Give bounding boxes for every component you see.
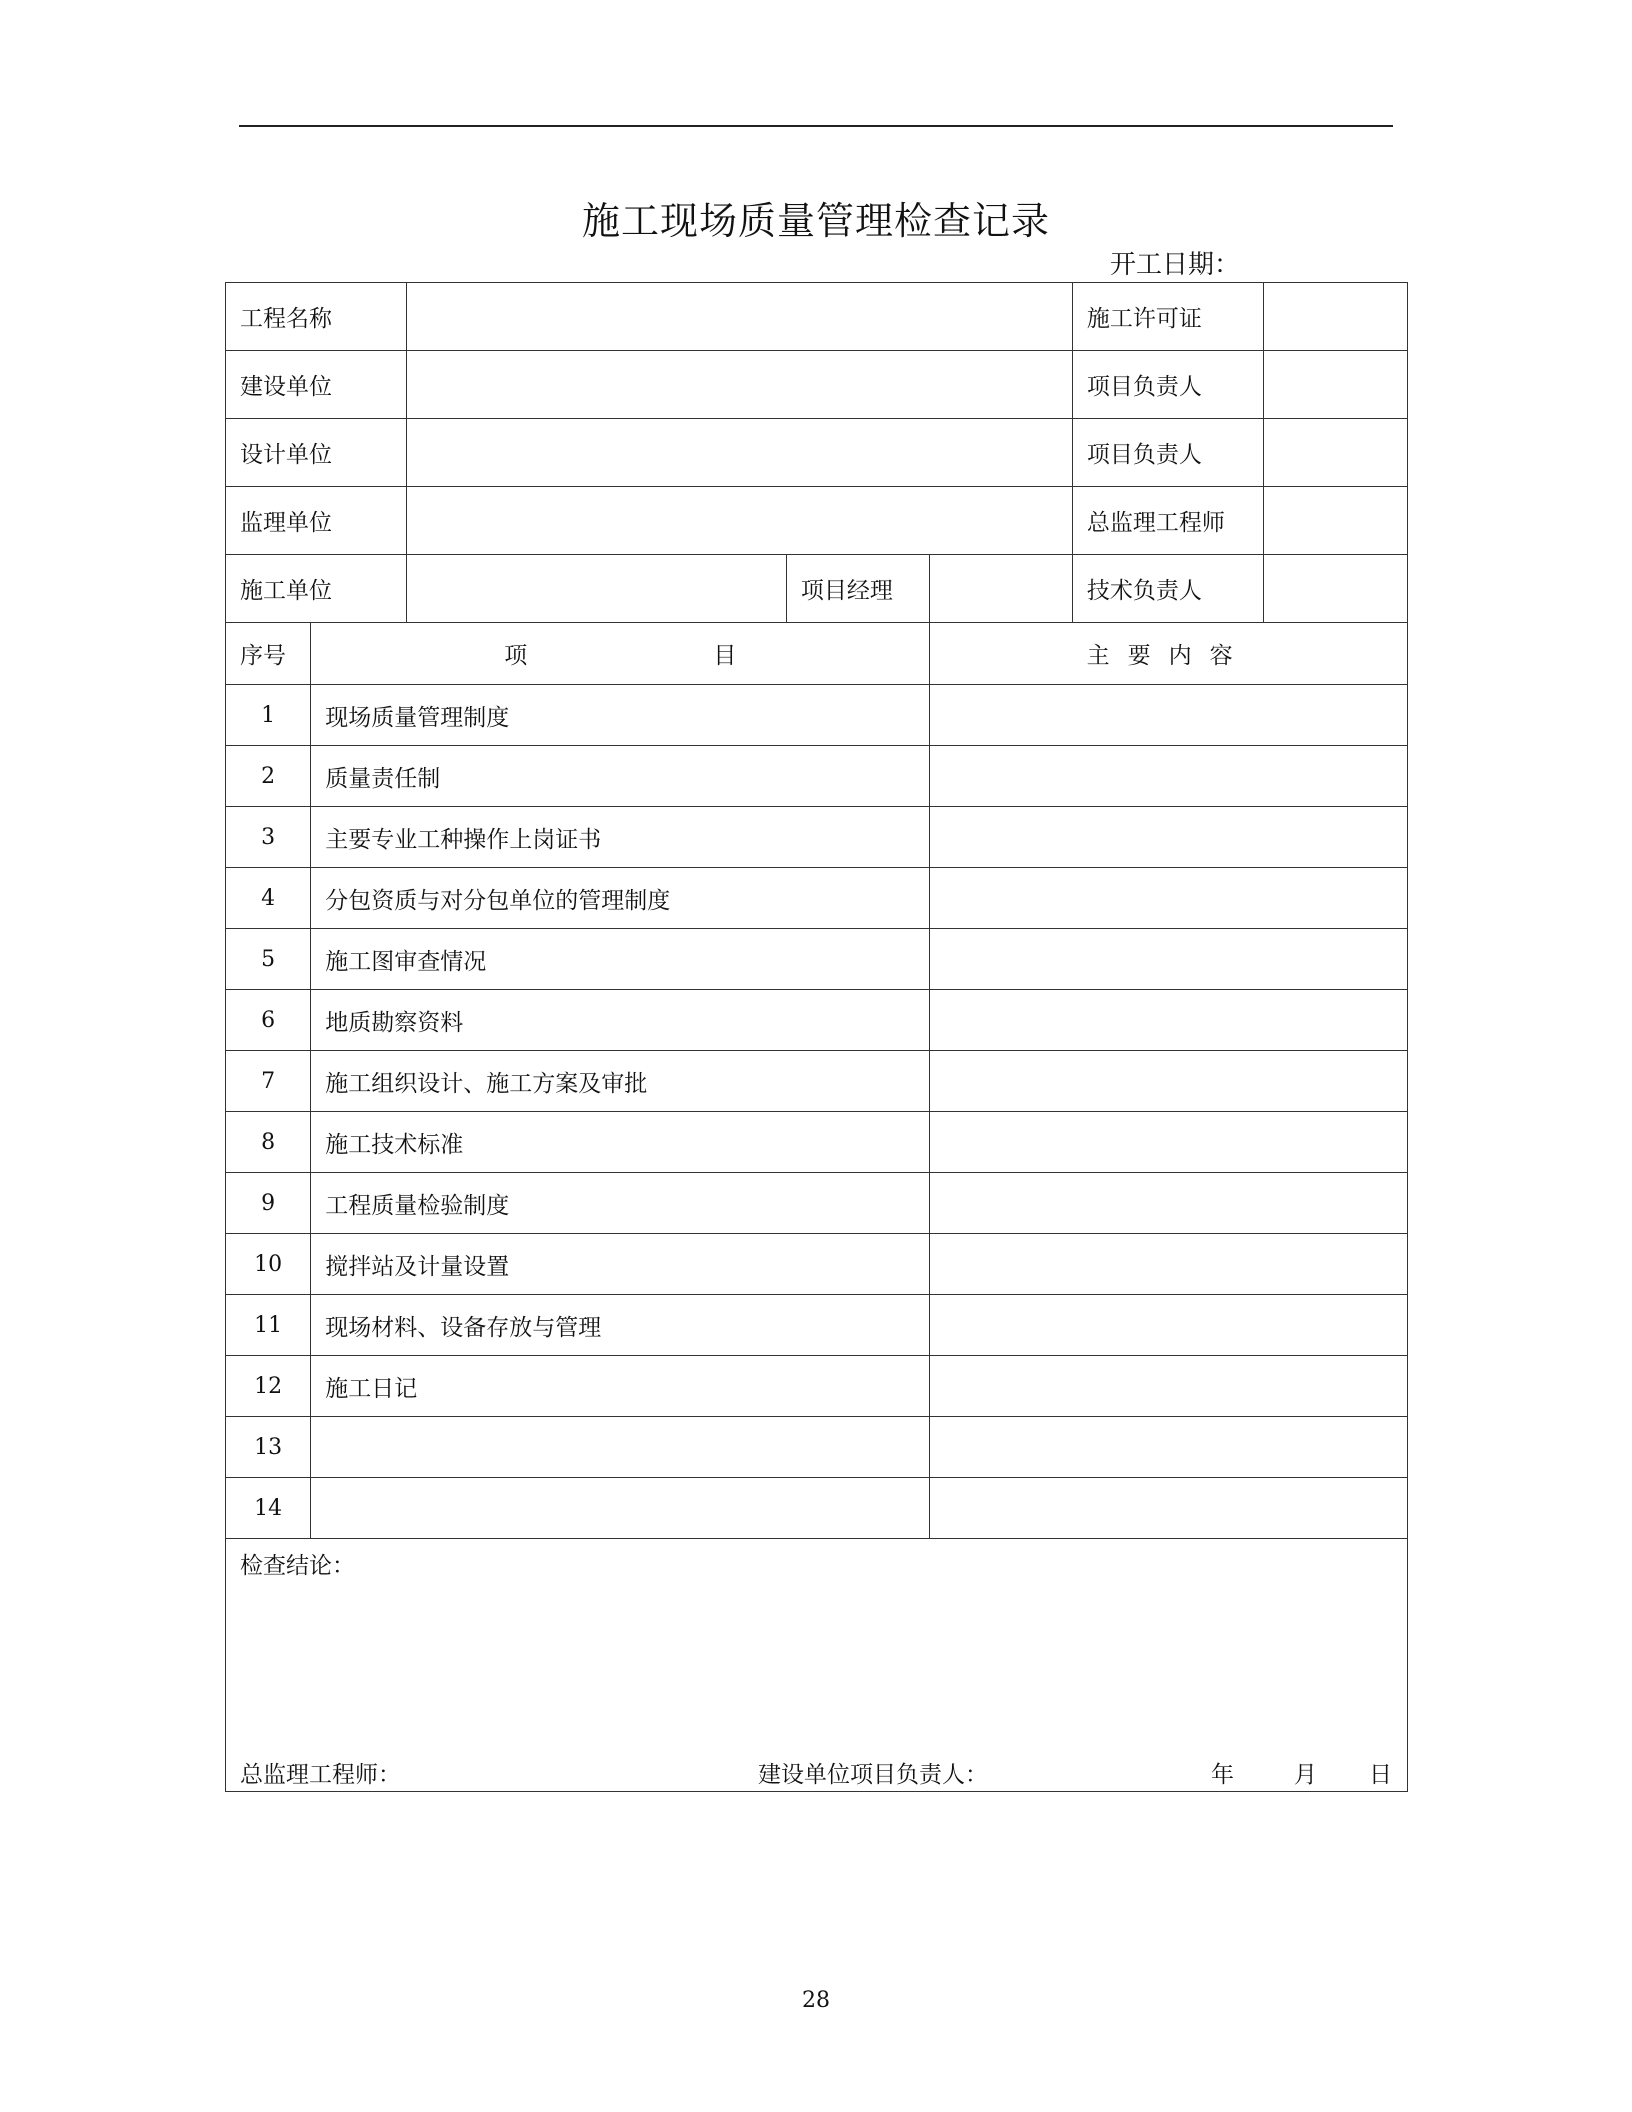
item-name: 分包资质与对分包单位的管理制度	[311, 868, 930, 929]
item-name: 搅拌站及计量设置	[311, 1234, 930, 1295]
info-right-value-field[interactable]	[1264, 351, 1408, 419]
item-header-left: 项	[504, 643, 528, 669]
seq-header: 序号	[226, 623, 311, 685]
item-number: 2	[226, 746, 311, 807]
item-row	[226, 1234, 1408, 1295]
inspection-form	[225, 282, 1408, 1792]
item-content-field[interactable]	[930, 1295, 1408, 1356]
item-row	[226, 1356, 1408, 1417]
item-content-field[interactable]	[930, 807, 1408, 868]
item-row	[226, 1417, 1408, 1478]
info-right-value-field[interactable]	[1264, 487, 1408, 555]
item-number: 11	[226, 1295, 311, 1356]
item-content-field[interactable]	[930, 929, 1408, 990]
item-name: 现场材料、设备存放与管理	[311, 1295, 930, 1356]
item-number: 4	[226, 868, 311, 929]
info-value-field[interactable]	[406, 351, 1072, 419]
info-value-field[interactable]	[406, 283, 1072, 351]
item-content-field[interactable]	[930, 868, 1408, 929]
info-right-label: 技术负责人	[1072, 555, 1264, 623]
item-row	[226, 1112, 1408, 1173]
info-right-label: 项目负责人	[1072, 351, 1264, 419]
item-row	[226, 868, 1408, 929]
info-row-contractor	[226, 555, 1408, 623]
item-content-field[interactable]	[930, 1051, 1408, 1112]
info-row-supervisor	[226, 487, 1408, 555]
day-label: 日	[1369, 1762, 1392, 1788]
item-name: 施工技术标准	[311, 1112, 930, 1173]
item-content-field[interactable]	[930, 990, 1408, 1051]
item-row	[226, 1478, 1408, 1539]
item-name: 施工图审查情况	[311, 929, 930, 990]
info-label: 工程名称	[226, 283, 407, 351]
item-content-field[interactable]	[930, 685, 1408, 746]
info-label: 设计单位	[226, 419, 407, 487]
item-number: 9	[226, 1173, 311, 1234]
item-name: 施工日记	[311, 1356, 930, 1417]
info-row-designer	[226, 419, 1408, 487]
info-right-value-field[interactable]	[1264, 283, 1408, 351]
item-name: 地质勘察资料	[311, 990, 930, 1051]
item-number: 7	[226, 1051, 311, 1112]
info-label: 施工单位	[226, 555, 407, 623]
items-header-row	[226, 623, 1408, 685]
info-right-label: 项目负责人	[1072, 419, 1264, 487]
header-rule	[239, 125, 1393, 127]
info-right-value-field[interactable]	[1264, 555, 1408, 623]
item-content-field[interactable]	[930, 746, 1408, 807]
item-name	[311, 1478, 930, 1539]
item-number: 1	[226, 685, 311, 746]
item-content-field[interactable]	[930, 1173, 1408, 1234]
info-value-field[interactable]	[406, 419, 1072, 487]
content-header	[930, 623, 1408, 685]
item-name: 质量责任制	[311, 746, 930, 807]
item-name: 主要专业工种操作上岗证书	[311, 807, 930, 868]
info-right-label: 施工许可证	[1072, 283, 1264, 351]
item-number: 12	[226, 1356, 311, 1417]
conclusion-cell[interactable]	[226, 1539, 1408, 1792]
info-value-field[interactable]	[406, 555, 786, 623]
item-row	[226, 1295, 1408, 1356]
chief-supervisor-label: 总监理工程师：	[240, 1762, 401, 1788]
month-label: 月	[1294, 1762, 1317, 1788]
item-row	[226, 929, 1408, 990]
info-row-project-name	[226, 283, 1408, 351]
info-label: 建设单位	[226, 351, 407, 419]
info-mid-label: 项目经理	[786, 555, 929, 623]
item-content-field[interactable]	[930, 1478, 1408, 1539]
item-content-field[interactable]	[930, 1112, 1408, 1173]
item-header-right: 目	[713, 643, 737, 669]
item-name: 工程质量检验制度	[311, 1173, 930, 1234]
item-row	[226, 1173, 1408, 1234]
info-mid-value-field[interactable]	[930, 555, 1072, 623]
item-number: 5	[226, 929, 311, 990]
item-number: 6	[226, 990, 311, 1051]
item-row	[226, 1051, 1408, 1112]
info-row-owner	[226, 351, 1408, 419]
owner-rep-label: 建设单位项目负责人：	[758, 1762, 988, 1788]
document-title: 施工现场质量管理检查记录	[581, 199, 1050, 243]
conclusion-row	[226, 1539, 1408, 1792]
item-content-field[interactable]	[930, 1417, 1408, 1478]
form-table	[225, 282, 1408, 1792]
info-right-value-field[interactable]	[1264, 419, 1408, 487]
year-label: 年	[1211, 1762, 1234, 1788]
item-number: 13	[226, 1417, 311, 1478]
item-row	[226, 990, 1408, 1051]
info-value-field[interactable]	[406, 487, 1072, 555]
content-header-label: 主要内容	[1086, 643, 1251, 669]
item-name: 施工组织设计、施工方案及审批	[311, 1051, 930, 1112]
item-rows	[226, 685, 1408, 1539]
item-row	[226, 807, 1408, 868]
item-name	[311, 1417, 930, 1478]
item-content-field[interactable]	[930, 1234, 1408, 1295]
info-right-label: 总监理工程师	[1072, 487, 1264, 555]
item-name: 现场质量管理制度	[311, 685, 930, 746]
info-label: 监理单位	[226, 487, 407, 555]
item-header	[311, 623, 930, 685]
item-number: 8	[226, 1112, 311, 1173]
item-row	[226, 685, 1408, 746]
item-number: 14	[226, 1478, 311, 1539]
item-number: 3	[226, 807, 311, 868]
conclusion-label: 检查结论：	[240, 1553, 355, 1579]
item-number: 10	[226, 1234, 311, 1295]
item-row	[226, 746, 1408, 807]
start-date-label: 开工日期：	[1110, 250, 1241, 280]
page-number: 28	[802, 1988, 830, 2013]
item-content-field[interactable]	[930, 1356, 1408, 1417]
